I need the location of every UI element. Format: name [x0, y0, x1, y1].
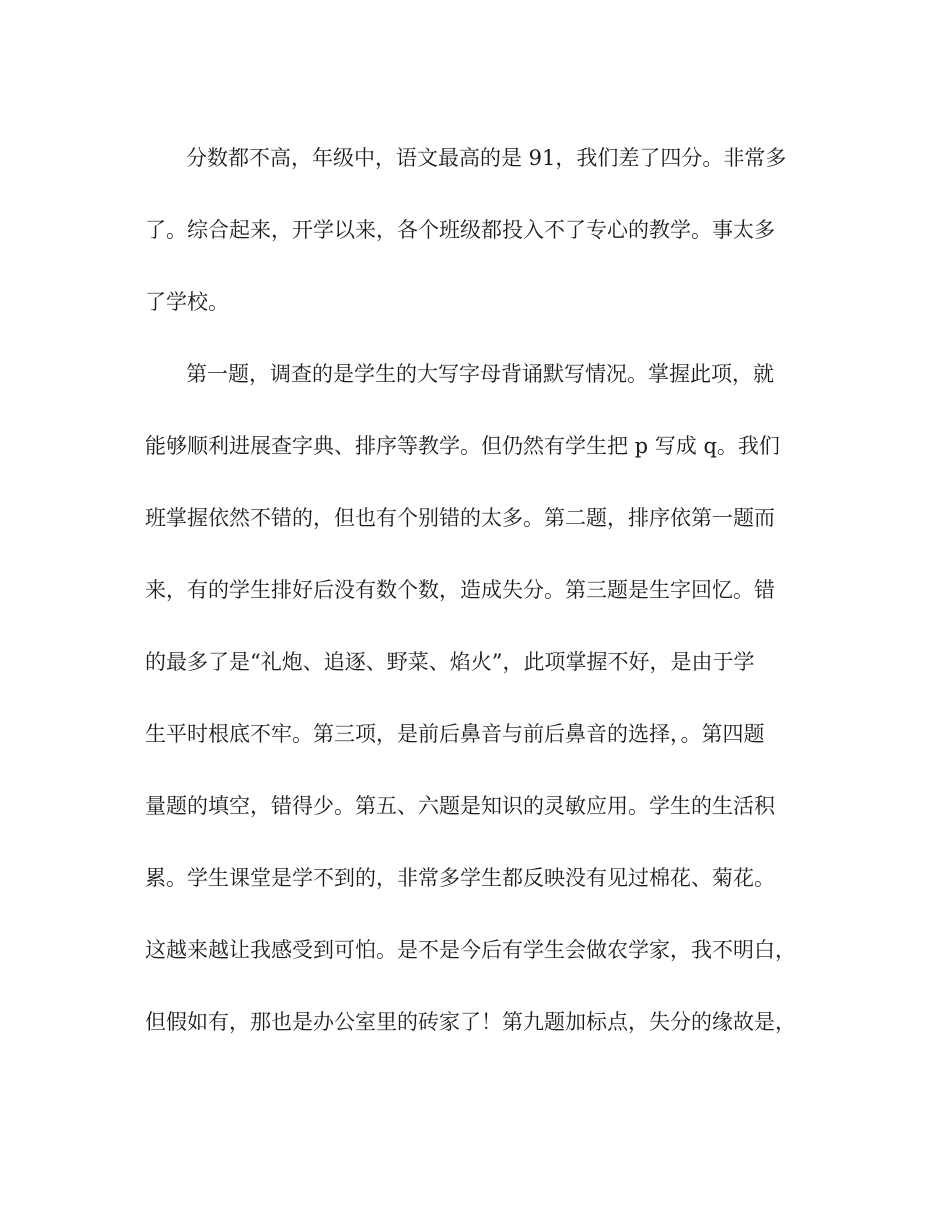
paragraph-line-3: 了学校。 — [145, 290, 229, 314]
paragraph-line-5: 能够顺利进展查字典、排序等教学。但仍然有学生把 p 写成 q。我们 — [145, 434, 780, 458]
paragraph-line-12: 这越来越让我感受到可怕。是不是今后有学生会做农学家，我不明白， — [145, 938, 796, 962]
paragraph-line-4: 第一题，调查的是学生的大写字母背诵默写情况。掌握此项，就 — [186, 362, 774, 386]
paragraph-line-9: 生平时根底不牢。第三项，是前后鼻音与前后鼻音的选择，。第四题 — [145, 722, 765, 746]
paragraph-line-8: 的最多了是“礼炮、追逐、野菜、焰火”，此项掌握不好，是由于学 — [145, 650, 755, 674]
paragraph-line-13: 但假如有，那也是办公室里的砖家了！第九题加标点，失分的缘故是， — [145, 1010, 796, 1034]
paragraph-line-6: 班掌握依然不错的，但也有个别错的太多。第二题，排序依第一题而 — [145, 506, 775, 530]
paragraph-line-11: 累。学生课堂是学不到的，非常多学生都反映没有见过棉花、菊花。 — [145, 866, 775, 890]
paragraph-line-10: 量题的填空，错得少。第五、六题是知识的灵敏应用。学生的生活积 — [145, 794, 775, 818]
paragraph-line-2: 了。综合起来，开学以来，各个班级都投入不了专心的教学。事太多 — [145, 218, 775, 242]
paragraph-line-7: 来，有的学生排好后没有数个数，造成失分。第三题是生字回忆。错 — [145, 578, 775, 602]
paragraph-line-1: 分数都不高，年级中，语文最高的是 91，我们差了四分。非常多 — [186, 146, 787, 170]
